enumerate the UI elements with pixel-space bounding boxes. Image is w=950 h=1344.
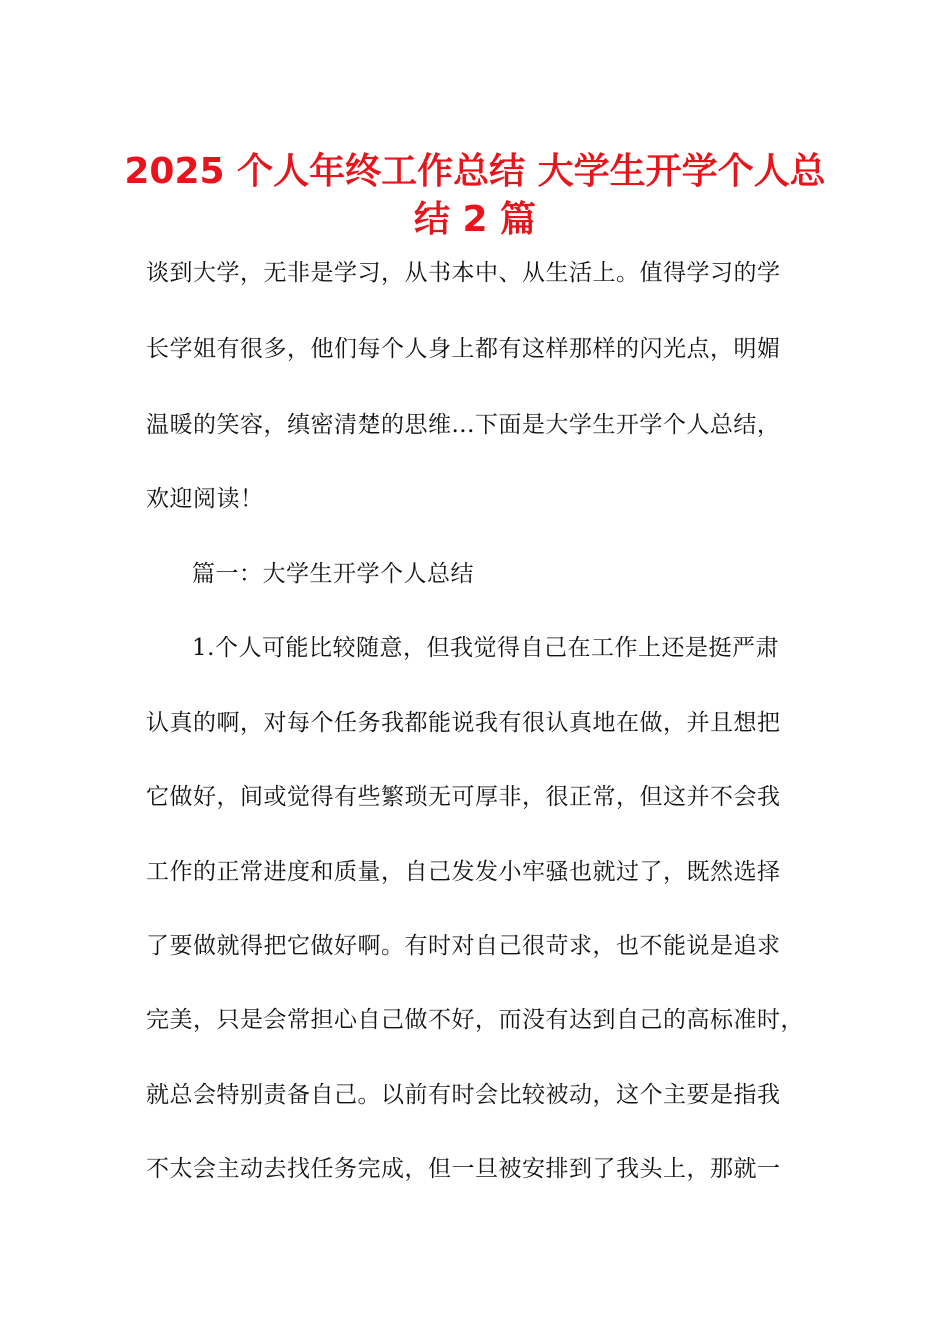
body-line: 它做好，间或觉得有些繁琐无可厚非，很正常，但这并不会我: [146, 784, 781, 810]
body-line: 认真的啊，对每个任务我都能说我有很认真地在做，并且想把: [146, 710, 781, 736]
document-title-line-1: 2025 个人年终工作总结 大学生开学个人总: [124, 151, 826, 192]
body-line: 工作的正常进度和质量，自己发发小牢骚也就过了，既然选择: [146, 859, 781, 885]
intro-line: 谈到大学，无非是学习，从书本中、从生活上。值得学习的学: [146, 260, 781, 286]
intro-line: 欢迎阅读！: [146, 486, 264, 512]
body-line: 完美，只是会常担心自己做不好，而没有达到自己的高标准时，: [146, 1007, 804, 1033]
section-heading: 篇一：大学生开学个人总结: [192, 561, 474, 587]
body-line: 就总会特别责备自己。以前有时会比较被动，这个主要是指我: [146, 1082, 781, 1108]
body-line: 1.个人可能比较随意，但我觉得自己在工作上还是挺严肃: [192, 635, 779, 661]
intro-line: 温暖的笑容，缜密清楚的思维...下面是大学生开学个人总结，: [146, 412, 781, 438]
document-title-line-2: 结 2 篇: [413, 199, 537, 240]
body-line: 了要做就得把它做好啊。有时对自己很苛求，也不能说是追求: [146, 933, 781, 959]
body-line: 不太会主动去找任务完成，但一旦被安排到了我头上，那就一: [146, 1156, 781, 1182]
intro-line: 长学姐有很多，他们每个人身上都有这样那样的闪光点，明媚: [146, 336, 781, 362]
